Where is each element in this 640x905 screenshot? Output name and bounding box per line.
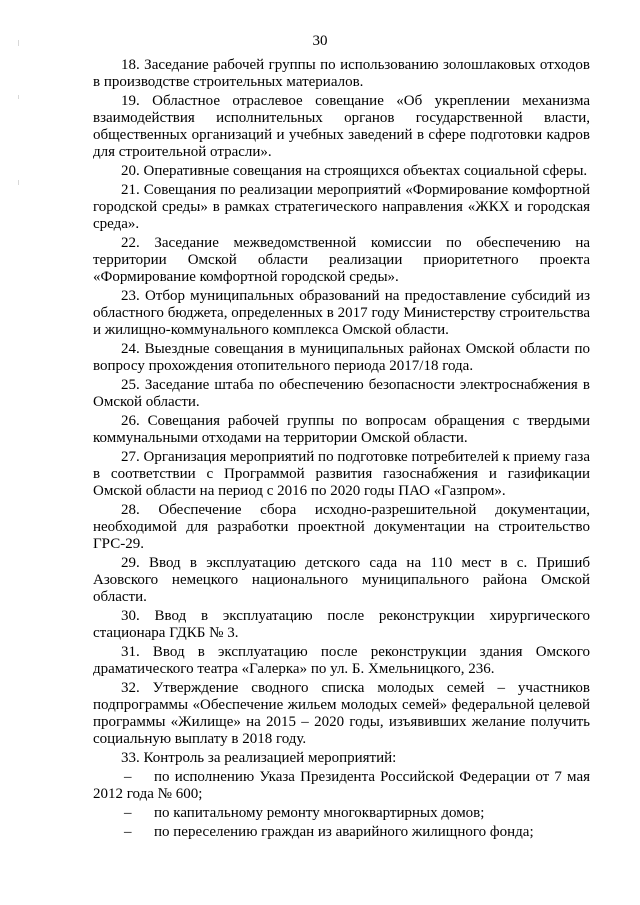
list-item-18: 18. Заседание рабочей группы по использованию золошлаковых отходов в производстве строительных материалов. — [93, 57, 590, 90]
list-item-25: 25. Заседание штаба по обеспечению безопасности электроснабжения в Омской области. — [93, 377, 590, 410]
list-item-22: 22. Заседание межведомственной комиссии по обеспечению на территории Омской области реализации приоритетного проекта «Формирование комфортной городской среды». — [93, 235, 590, 285]
list-item-19: 19. Областное отраслевое совещание «Об укреплении механизма взаимодействия исполнительных органов государственной власти, общественных организаций и учебных заведений в сфере подготовки кадров для строительной отрасли». — [93, 93, 590, 160]
page-number: 30 — [312, 33, 328, 49]
dash-bullet: – — [124, 824, 132, 840]
sub-list-item-text: по переселению граждан из аварийного жилищного фонда; — [154, 824, 534, 840]
sub-list-item-text: по капитальному ремонту многоквартирных домов; — [154, 805, 485, 821]
list-item-30: 30. Ввод в эксплуатацию после реконструкции хирургического стационара ГДКБ № 3. — [93, 608, 590, 641]
list-item-23: 23. Отбор муниципальных образований на предоставление субсидий из областного бюджета, определенных в 2017 году Министерству строительства и жилищно-коммунального комплекса Омской области. — [93, 288, 590, 338]
list-item-24: 24. Выездные совещания в муниципальных районах Омской области по вопросу прохождения отопительного периода 2017/18 года. — [93, 341, 590, 374]
scan-margin-mark — [18, 180, 19, 185]
sub-list-item — [93, 769, 590, 803]
list-item-28: 28. Обеспечение сбора исходно-разрешительной документации, необходимой для разработки проектной документации на строительство ГРС-29. — [93, 502, 590, 552]
list-item-29: 29. Ввод в эксплуатацию детского сада на 110 мест в с. Пришиб Азовского немецкого национального муниципального района Омской области. — [93, 555, 590, 605]
sub-list-item-text: по исполнению Указа Президента Российской Федерации от 7 мая 2012 года № 600; — [93, 769, 590, 802]
list-item-31: 31. Ввод в эксплуатацию после реконструкции здания Омского драматического театра «Галерка» по ул. Б. Хмельницкого, 236. — [93, 644, 590, 677]
list-item-27: 27. Организация мероприятий по подготовке потребителей к приему газа в соответствии с Программой развития газоснабжения и газификации Омской области на период с 2016 по 2020 годы ПАО «Газпром». — [93, 449, 590, 499]
list-item-32: 32. Утверждение сводного списка молодых семей – участников подпрограммы «Обеспечение жильем молодых семей» федеральной целевой программы «Жилище» на 2015 – 2020 годы, изъявивших желание получить социальную выплату в 2018 году. — [93, 680, 590, 747]
sub-list-item — [93, 805, 590, 822]
dash-bullet: – — [124, 769, 132, 785]
sub-list-item — [93, 824, 590, 841]
dash-bullet: – — [124, 805, 132, 821]
list-item-20: 20. Оперативные совещания на строящихся объектах социальной сферы. — [121, 163, 588, 179]
scan-margin-mark — [18, 95, 19, 99]
list-item-21: 21. Совещания по реализации мероприятий «Формирование комфортной городской среды» в рамках стратегического направления «ЖКХ и городская среда». — [93, 182, 590, 232]
sub-list — [93, 769, 590, 841]
list-item-33: 33. Контроль за реализацией мероприятий: — [121, 750, 397, 766]
document-body — [93, 57, 590, 843]
list-item-26: 26. Совещания рабочей группы по вопросам обращения с твердыми коммунальными отходами на территории Омской области. — [93, 413, 590, 446]
